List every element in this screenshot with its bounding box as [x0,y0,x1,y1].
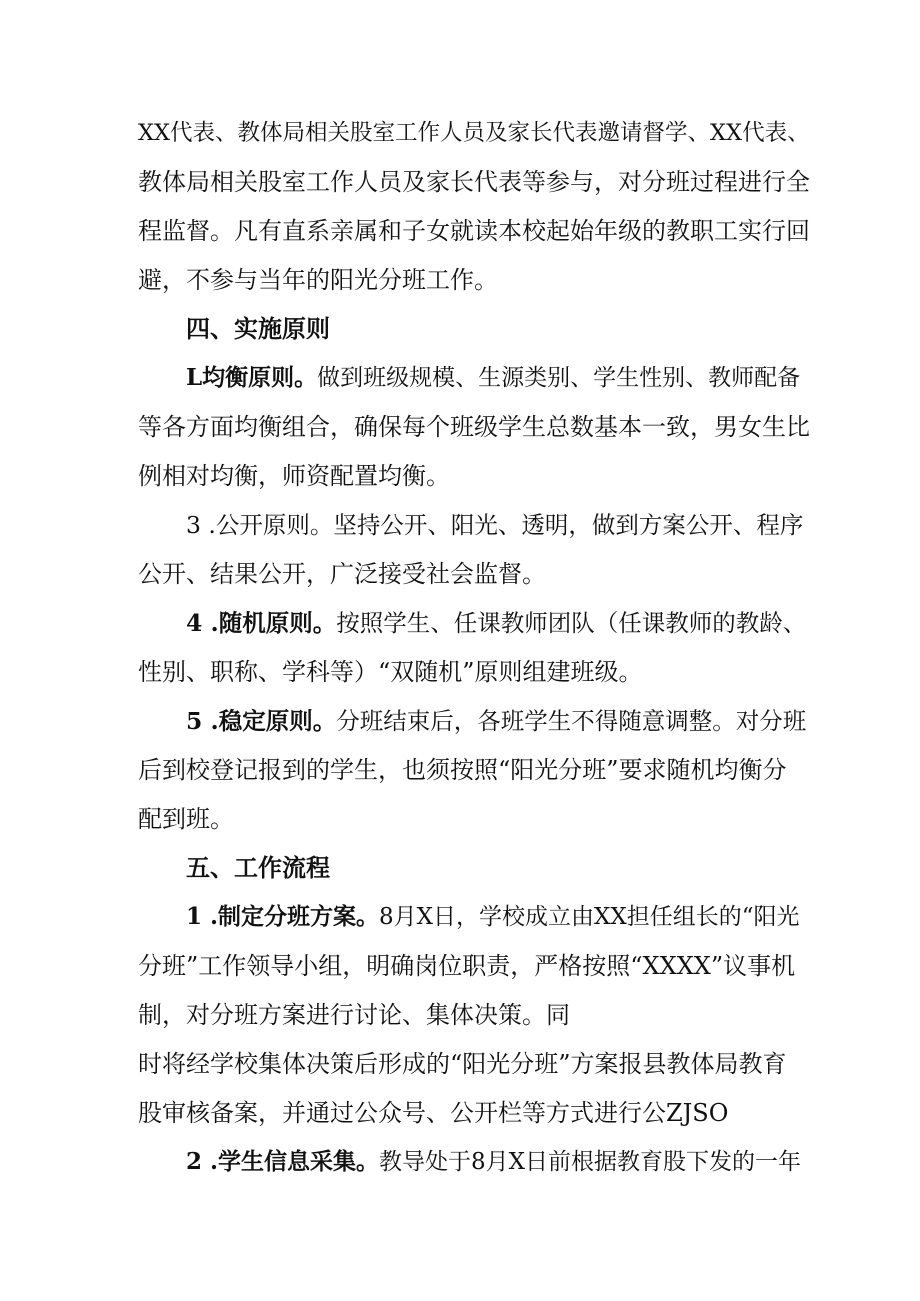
list-item-line [186,706,806,736]
paragraph-line: 分班”工作领导小组，明确岗位职责，严格按照“XXXX”议事机 [138,952,796,980]
list-item-line [186,902,806,932]
item-text: 教导处于8月X日前根据教育股下发的一年 [379,1149,802,1175]
item-label: 2 .学生信息采集。 [186,1148,380,1175]
paragraph-line: 等各方面均衡组合，确保每个班级学生总数基本一致，男女生比 [138,413,810,441]
paragraph-line: 股审核备案，并通过公众号、公开栏等方式进行公ZJSO [138,1099,729,1127]
item-label: L均衡原则。 [186,364,318,391]
paragraph-line: 性别、职称、学科等）“双随机”原则组建班级。 [138,658,643,686]
list-item-line [186,363,806,393]
item-text: 分班结束后，各班学生不得随意调整。对分班 [336,707,807,735]
paragraph-line: 公开、结果公开，广泛接受社会监督。 [138,560,546,588]
list-item-line [186,608,806,638]
item-label: 4 .随机原则。 [186,609,337,637]
paragraph-line: XX代表、教体局相关股室工作人员及家长代表邀请督学、XX代表、 [138,120,810,146]
item-text: 做到班级规模、生源类别、学生性别、教师配备 [317,365,801,391]
section-heading: 五、工作流程 [186,853,330,882]
paragraph-line: 例相对均衡，师资配置均衡。 [138,462,450,490]
section-heading: 四、实施原则 [186,314,330,343]
item-label: 1 .制定分班方案。 [186,903,380,930]
paragraph-line: 配到班。 [138,805,234,833]
paragraph-line: 后到校登记报到的学生，也须按照“阳光分班”要求随机均衡分 [138,756,787,784]
paragraph-line: 避，不参与当年的阳光分班工作。 [138,266,498,294]
paragraph-line: 程监督。凡有直系亲属和子女就读本校起始年级的教职工实行回 [138,217,810,245]
paragraph-line: 制，对分班方案进行讨论、集体决策。同 [138,1001,570,1029]
item-label: 5 .稳定原则。 [186,707,337,735]
paragraph-line: 时将经学校集体决策后形成的“阳光分班”方案报县教体局教育 [138,1050,787,1078]
paragraph-line: 3 .公开原则。坚持公开、阳光、透明，做到方案公开、程序 [186,511,804,539]
paragraph-line: 教体局相关股室工作人员及家长代表等参与，对分班过程进行全 [138,168,810,196]
list-item-line [186,1147,806,1177]
item-text: 按照学生、任课教师团队（任课教师的教龄、 [336,609,807,637]
item-text: 8月X日，学校成立由XX担任组长的“阳光 [379,904,800,930]
